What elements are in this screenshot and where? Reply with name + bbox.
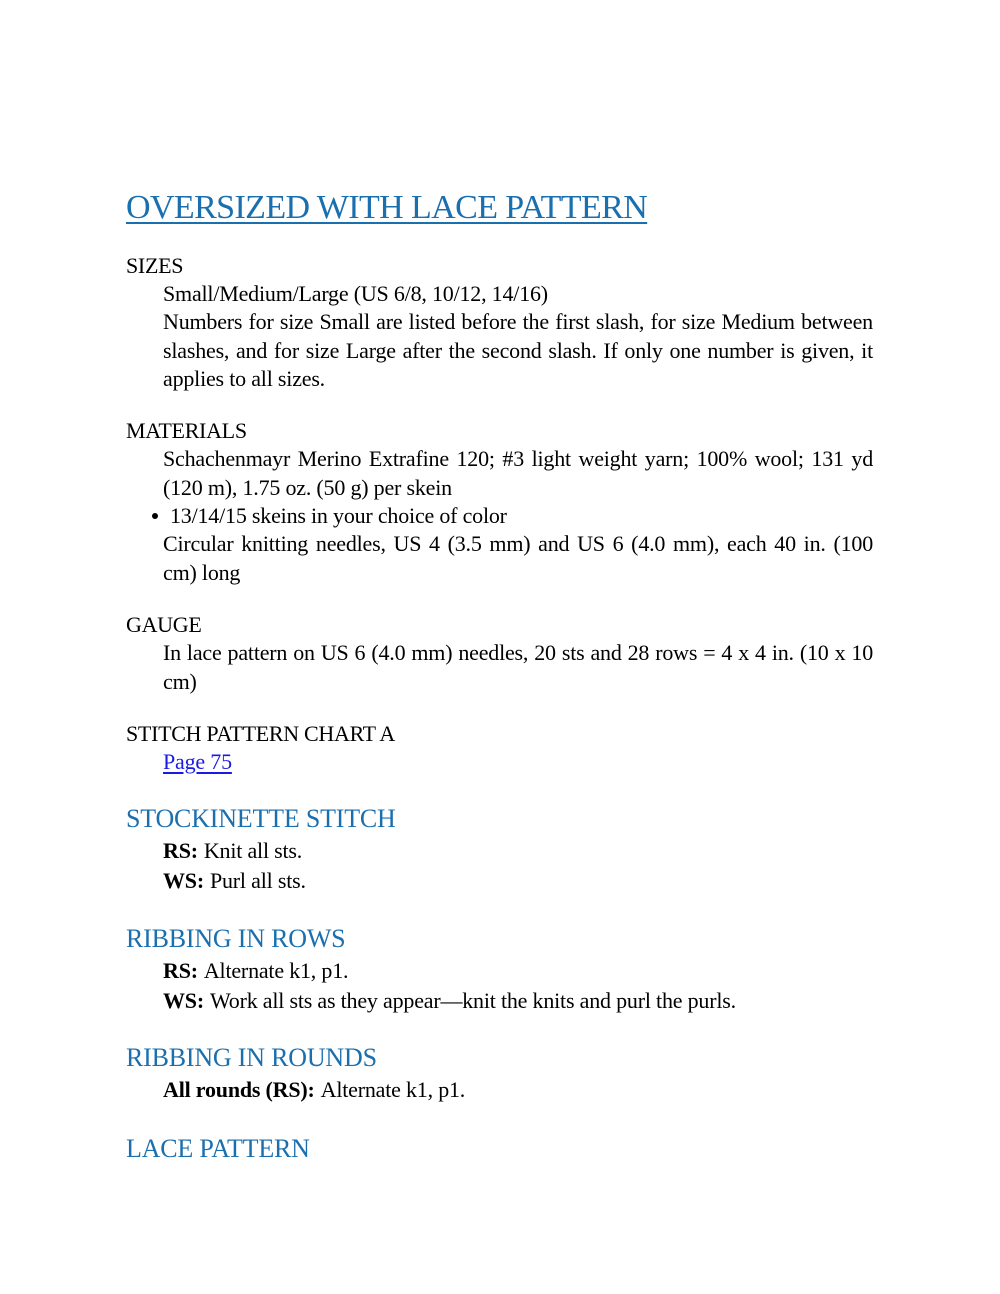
lace-pattern-heading: LACE PATTERN: [126, 1134, 310, 1163]
page-title: OVERSIZED WITH LACE PATTERN: [126, 189, 648, 226]
ribbing-rows-heading: RIBBING IN ROWS: [126, 924, 346, 953]
all-rounds-instruction: Alternate k1, p1.: [320, 1077, 466, 1102]
materials-yarn: Schachenmayr Merino Extrafine 120; #3 light weight yarn; 100% wool; 131 yd (120 m), 1.75 oz. (50 g) per skein: [163, 446, 873, 500]
all-rounds-label: All rounds (RS):: [163, 1077, 315, 1102]
ribbing-rounds-row: [163, 1075, 465, 1105]
chart-link-row: [163, 748, 232, 776]
ws-instruction: Work all sts as they appear—knit the knits and purl the purls.: [209, 988, 736, 1013]
stockinette-ws-row: [163, 866, 306, 896]
ws-label: WS:: [163, 988, 204, 1013]
ribbing-rows-ws-row: [163, 986, 736, 1016]
chart-page-link[interactable]: Page 75: [163, 749, 232, 774]
ribbing-rows-rs-row: [163, 956, 348, 986]
materials-skeins-item: [152, 502, 507, 530]
rs-instruction: Alternate k1, p1.: [203, 958, 349, 983]
sizes-description: Numbers for size Small are listed before the first slash, for size Medium between slashes, and for size Large after the second slash. If only one number is given, it applies to all sizes.: [163, 309, 873, 391]
sizes-label: SIZES: [126, 253, 184, 278]
materials-label: MATERIALS: [126, 418, 247, 443]
stockinette-rs-row: [163, 836, 302, 866]
ribbing-rounds-heading: RIBBING IN ROUNDS: [126, 1043, 377, 1072]
materials-needles: Circular knitting needles, US 4 (3.5 mm) and US 6 (4.0 mm), each 40 in. (100 cm) long: [163, 531, 873, 585]
chart-label: STITCH PATTERN CHART A: [126, 721, 395, 746]
gauge-label: GAUGE: [126, 612, 202, 637]
rs-instruction: Knit all sts.: [203, 838, 303, 863]
gauge-description: In lace pattern on US 6 (4.0 mm) needles, 20 sts and 28 rows = 4 x 4 in. (10 x 10 cm): [163, 640, 873, 694]
sizes-range: Small/Medium/Large (US 6/8, 10/12, 14/16): [163, 281, 548, 306]
materials-skeins-text: 13/14/15 skeins in your choice of color: [170, 503, 507, 528]
stockinette-heading: STOCKINETTE STITCH: [126, 804, 396, 833]
rs-label: RS:: [163, 838, 198, 863]
ws-label: WS:: [163, 868, 204, 893]
ws-instruction: Purl all sts.: [209, 868, 306, 893]
bullet-icon: [152, 513, 158, 519]
rs-label: RS:: [163, 958, 198, 983]
